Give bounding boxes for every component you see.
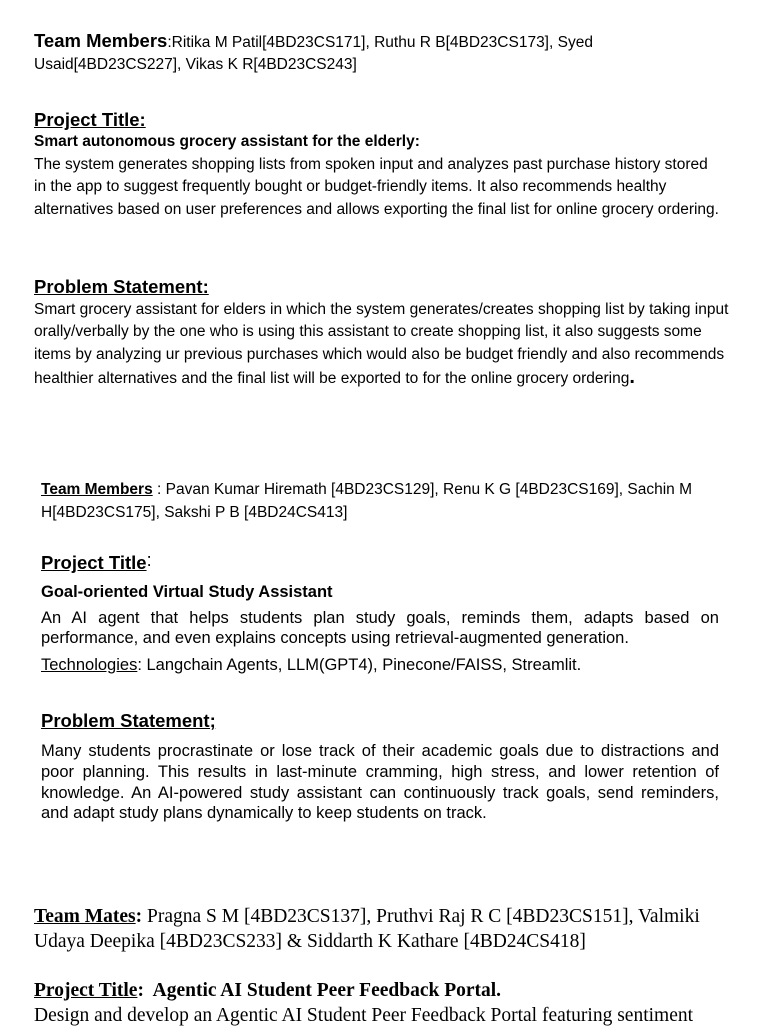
section2-tech-text: : Langchain Agents, LLM(GPT4), Pinecone/FAISS, Streamlit.: [137, 656, 582, 674]
section1-problem-text: Smart grocery assistant for elders in which the system generates/creates shopping list by taking input orally/verbally by the one who is using this assistant to create shopping list, it also suggests some items by analyzing ur previous purchases which would also be budget friendly and also recommends healthier alternatives and the final list will be exported to for the online grocery ordering: [34, 301, 729, 387]
section2-project-title-label: Project Title: [41, 552, 147, 573]
section2-problem-statement: Many students procrastinate or lose track of their academic goals due to distractions and poor planning. This results in last-minute cramming, high stress, and lower retention of knowledge. An AI-powered study assistant can continuously track goals, send reminders, and adapt study plans dynamically to keep students on track.: [41, 742, 719, 823]
section3-team-colon: :: [135, 906, 143, 927]
section2-team-members: [41, 479, 731, 524]
section2-team-text: : Pavan Kumar Hiremath [4BD23CS129], Renu K G [4BD23CS169], Sachin M H[4BD23CS175], Sakshi P B [4BD24CS413]: [41, 481, 693, 521]
section2-project-title-heading: [41, 552, 152, 574]
section1-problem-end: .: [629, 365, 635, 388]
section2-description: An AI agent that helps students plan study goals, reminds them, adapts based on performance, and even explains concepts using retrieval-augmented generation.: [41, 609, 719, 647]
section3-project-title-line: [34, 980, 754, 1002]
section2-problem-heading: Problem Statement;: [41, 710, 216, 731]
section1-project-title: Smart autonomous grocery assistant for the elderly:: [34, 133, 420, 150]
section2-technologies: [41, 656, 581, 675]
section2-project-title-colon: :: [146, 550, 152, 570]
section3-project-title-label: Project Title: [34, 980, 138, 1001]
section1-team-colon: :: [167, 34, 172, 51]
section1-description: The system generates shopping lists from spoken input and analyzes past purchase history stored in the app to suggest frequently bought or budget-friendly items. It also recommends healthy alternatives based on user preferences and allows exporting the final list for online grocery ordering.: [34, 156, 719, 218]
section1-team-members: [34, 30, 734, 76]
section3-team-label: Team Mates: [34, 906, 136, 927]
section3-team-text: Pragna S M [4BD23CS137], Pruthvi Raj R C [4BD23CS151], Valmiki Udaya Deepika [4BD23CS233] & Siddarth K Kathare [4BD24CS418]: [34, 906, 700, 952]
section3-project-title: Agentic AI Student Peer Feedback Portal.: [143, 980, 502, 1001]
section3-team-mates: [34, 904, 754, 954]
section1-problem-heading: Problem Statement:: [34, 276, 209, 297]
section1-team-label: Team Members: [34, 30, 168, 51]
section3-description: Design and develop an Agentic AI Student Peer Feedback Portal featuring sentiment: [34, 1005, 694, 1026]
section2-project-title: Goal-oriented Virtual Study Assistant: [41, 583, 333, 601]
section3-project-title-colon: :: [137, 980, 144, 1001]
section2-team-label: Team Members: [41, 481, 153, 498]
section1-team-text: Ritika M Patil[4BD23CS171], Ruthu R B[4BD23CS173], Syed Usaid[4BD23CS227], Vikas K R[4BD23CS243]: [34, 34, 593, 73]
section2-tech-label: Technologies: [41, 656, 138, 674]
section1-problem-statement: [34, 299, 734, 390]
section1-project-title-heading: Project Title:: [34, 109, 146, 130]
